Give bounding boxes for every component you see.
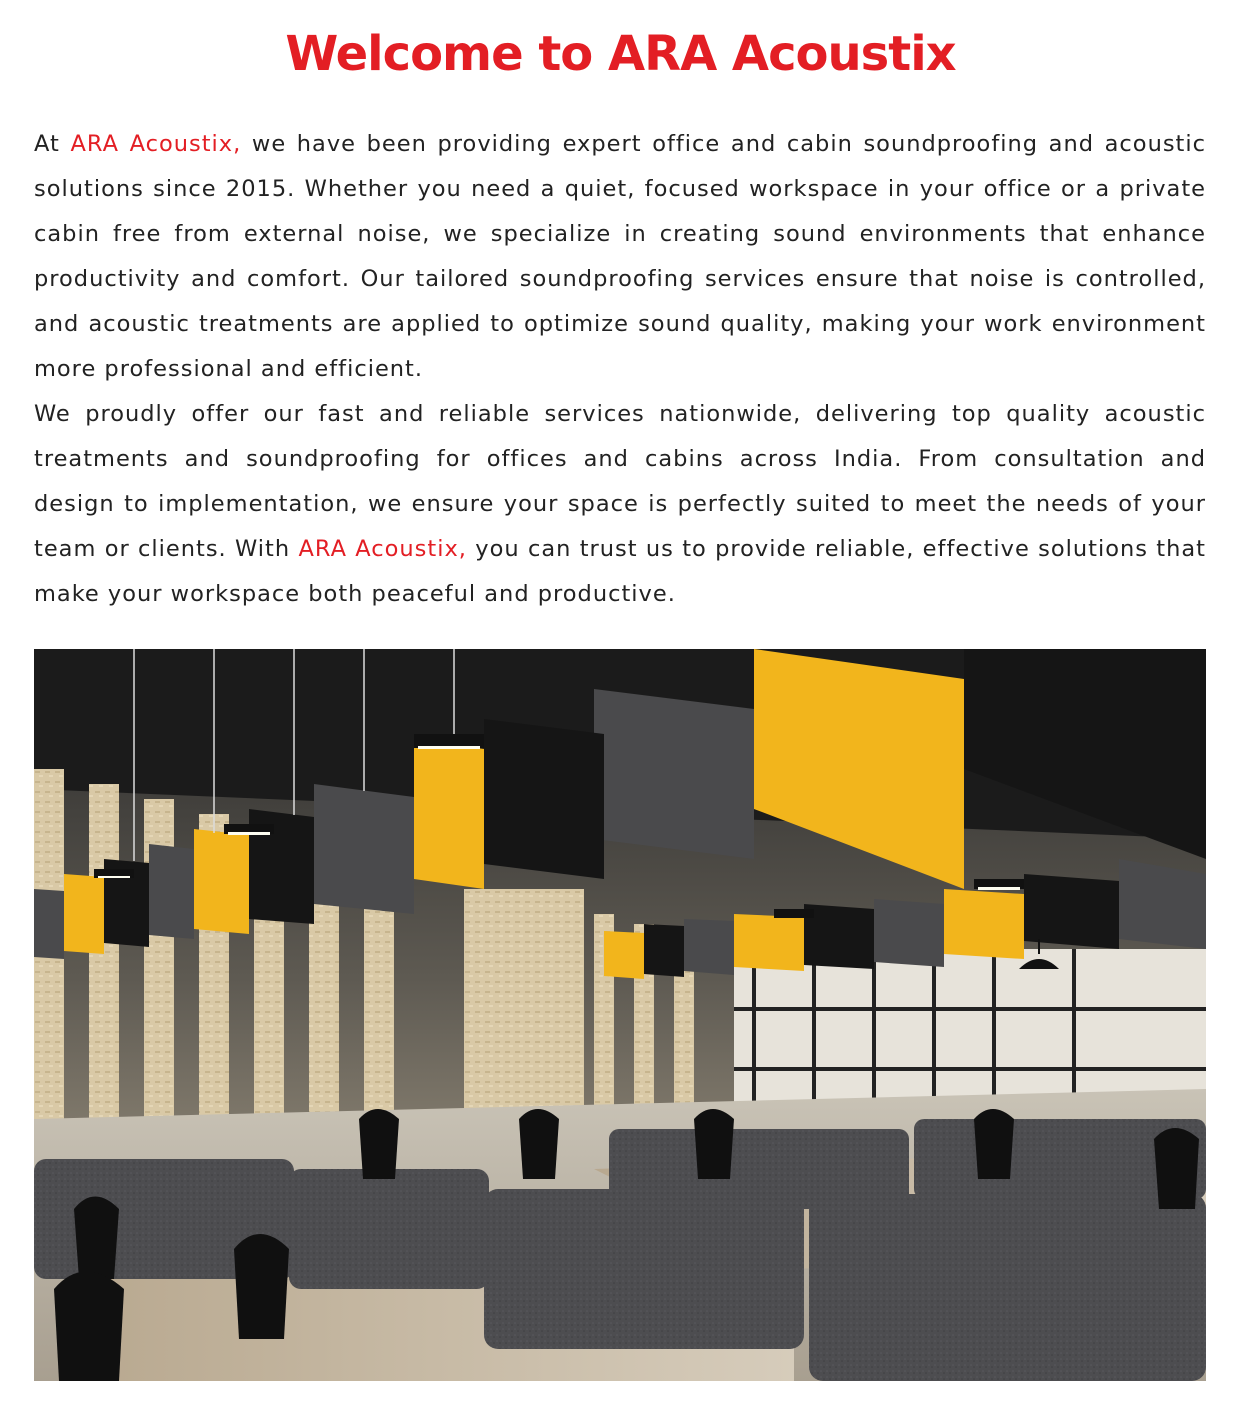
paragraph-1-lead: At: [34, 131, 71, 157]
brand-name-highlight: ARA Acoustix,: [70, 131, 242, 157]
intro-paragraph-2: [34, 392, 1206, 617]
office-photo-illustration: [34, 649, 1206, 1381]
brand-name-highlight: ARA Acoustix,: [298, 536, 467, 562]
intro-text: [34, 122, 1206, 617]
office-acoustic-panels-photo: [34, 649, 1206, 1381]
intro-paragraph-1: [34, 122, 1206, 392]
page-title: Welcome to ARA Acoustix: [285, 26, 956, 82]
paragraph-2-lead: We proudly offer our fast and reliable services nationwide, delivering top quality acoustic treatments and soundproofing for offices and cabins across India. From consultation and design to implementation, we ensure your space is perfectly suited to meet the needs of your team or clients. With: [34, 401, 1206, 562]
paragraph-2-body: you can trust us to provide reliable, effective solutions that make your workspace both peaceful and productive.: [34, 536, 1206, 607]
paragraph-1-body: we have been providing expert office and cabin soundproofing and acoustic solutions since 2015. Whether you need a quiet, focused workspace in your office or a private cabin free from external noise, we specialize in creating sound environments that enhance productivity and comfort. Our tailored soundproofing services ensure that noise is controlled, and acoustic treatments are applied to optimize sound quality, making your work environment more professional and efficient.: [34, 131, 1206, 382]
